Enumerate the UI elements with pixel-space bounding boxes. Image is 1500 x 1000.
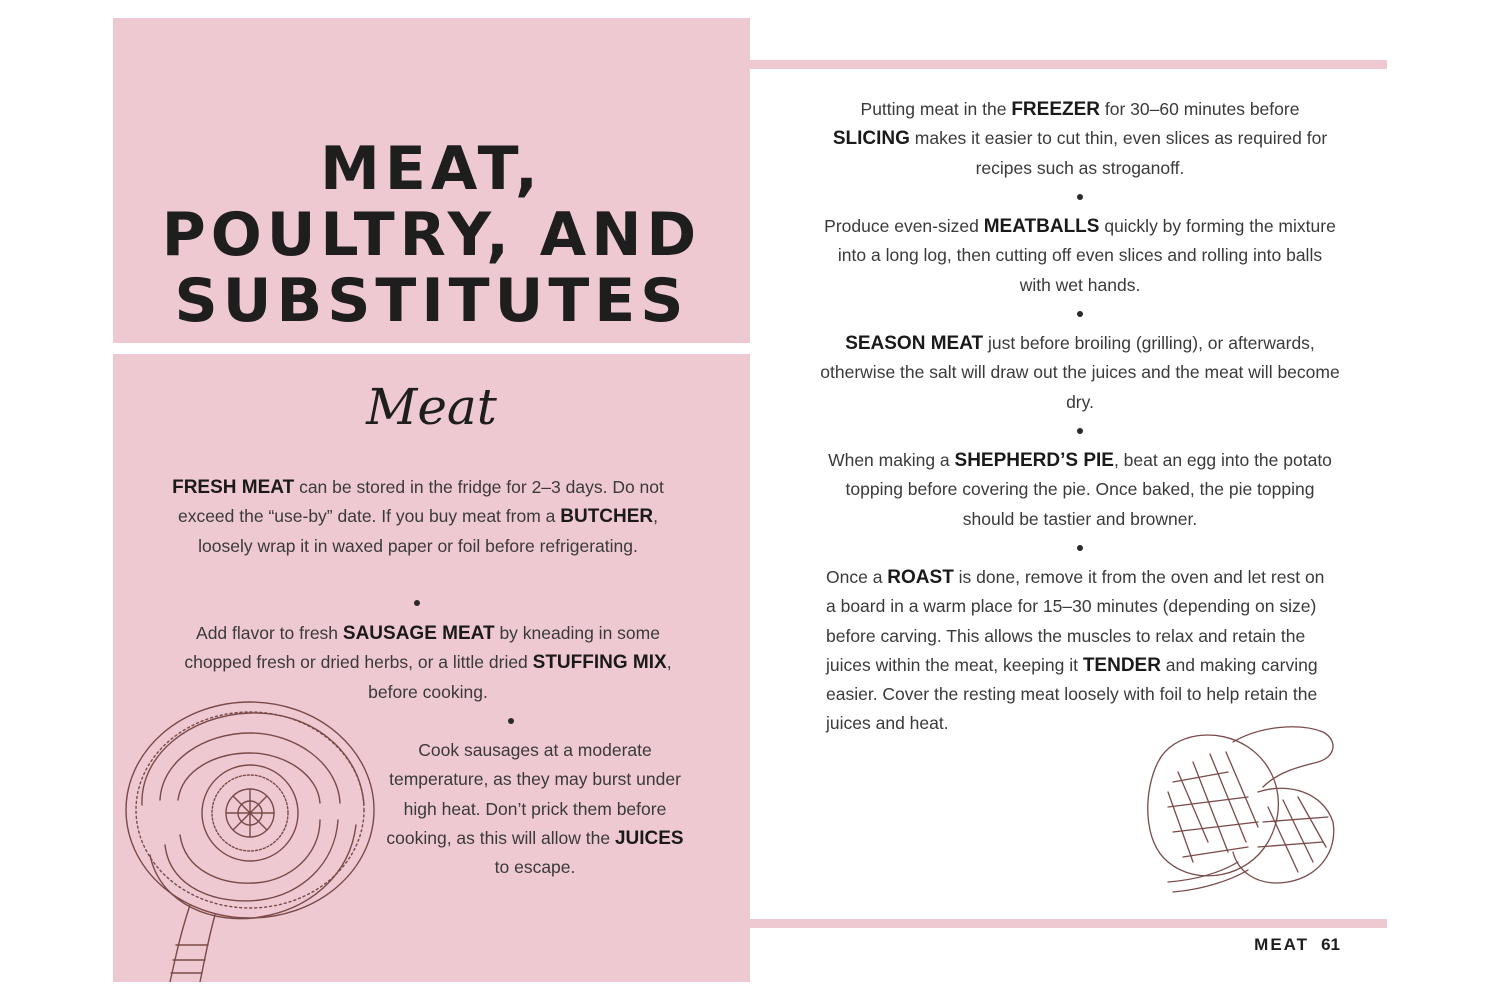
tip-text: is done, remove it from the oven and let rest on a board in a warm place for 15–30 minutes (depending on size) before carving. This allows the muscles to relax and retain the juices within the meat, keeping it — [826, 567, 1325, 675]
keyword: JUICES — [614, 827, 684, 849]
tip-text: , loosely wrap it in waxed paper or foil before refrigerating. — [198, 506, 659, 556]
tip-cook-sausages — [385, 736, 685, 882]
chapter-title — [113, 136, 750, 334]
keyword: FREEZER — [1011, 99, 1101, 120]
tip-text: makes it easier to cut thin, even slices as required for recipes such as stroganoff. — [909, 128, 1328, 178]
tip-season-meat — [820, 329, 1340, 417]
keyword: SEASON MEAT — [845, 333, 984, 354]
tip-text: can be stored in the fridge for 2–3 days. Do not exceed the “use-by” date. If you buy meat from a — [177, 477, 664, 527]
tip-text: Produce even-sized — [824, 216, 984, 236]
keyword: BUTCHER — [560, 506, 654, 528]
tip-text: When making a — [828, 450, 955, 470]
keyword: FRESH MEAT — [172, 477, 295, 498]
tip-meatballs — [820, 212, 1340, 300]
keyword: MEATBALLS — [983, 216, 1100, 237]
tip-text: by kneading in some chopped fresh or dried herbs, or a little dried — [184, 623, 660, 673]
bullet-separator — [414, 600, 420, 606]
sausage-pan-illustration — [120, 695, 385, 982]
tip-shepherds-pie — [820, 446, 1340, 534]
keyword: TENDER — [1082, 654, 1161, 676]
page-footer — [1200, 935, 1340, 955]
tip-fresh-meat — [168, 473, 668, 561]
tip-text: Add flavor to fresh — [196, 623, 343, 643]
tip-text: Once a — [826, 567, 888, 587]
bullet-separator — [508, 718, 514, 724]
page-number: 61 — [1321, 935, 1340, 954]
keyword: ROAST — [887, 567, 954, 588]
footer-section-label: MEAT — [1254, 935, 1310, 954]
tip-text: quickly by forming the mixture into a long log, then cutting off even slices and rolling into balls with wet hands. — [837, 216, 1336, 295]
keyword: STUFFING MIX — [532, 652, 667, 674]
bullet-separator — [1077, 428, 1083, 434]
tip-freezer — [820, 95, 1340, 183]
chapter-title-panel — [113, 18, 750, 343]
bullet-separator — [1077, 194, 1083, 200]
keyword: SAUSAGE MEAT — [342, 623, 495, 644]
tip-text: , beat an egg into the potato topping before covering the pie. Once baked, the pie topping should be tastier and browner. — [845, 450, 1332, 529]
tip-text: to escape. — [494, 857, 576, 878]
tip-text: Cook sausages at a moderate temperature, as they may burst under high heat. Don’t prick them before cooking, as this will allow the — [386, 740, 681, 848]
tip-text: , before cooking. — [368, 652, 672, 702]
keyword: SLICING — [832, 128, 910, 150]
keyword: SHEPHERD’S PIE — [954, 450, 1114, 471]
tip-sausage-meat — [168, 619, 688, 707]
tip-text: and making carving easier. Cover the resting meat loosely with foil to help retain the juices and heat. — [826, 654, 1318, 734]
steak-illustration — [1138, 712, 1343, 902]
chapter-title-line-2: POULTRY, AND — [161, 200, 702, 270]
tip-text: just before broiling (grilling), or afterwards, otherwise the salt will draw out the juices and the meat will become dry. — [820, 333, 1340, 412]
top-rule — [750, 60, 1387, 69]
chapter-title-line-3: SUBSTITUTES — [174, 266, 689, 336]
bottom-rule — [750, 919, 1387, 928]
bullet-separator — [1077, 311, 1083, 317]
tip-text: for 30–60 minutes before — [1100, 99, 1300, 119]
bullet-separator — [1077, 545, 1083, 551]
section-heading: Meat — [366, 378, 497, 436]
chapter-title-line-1: MEAT, — [320, 134, 543, 204]
tip-text: Putting meat in the — [860, 99, 1012, 119]
